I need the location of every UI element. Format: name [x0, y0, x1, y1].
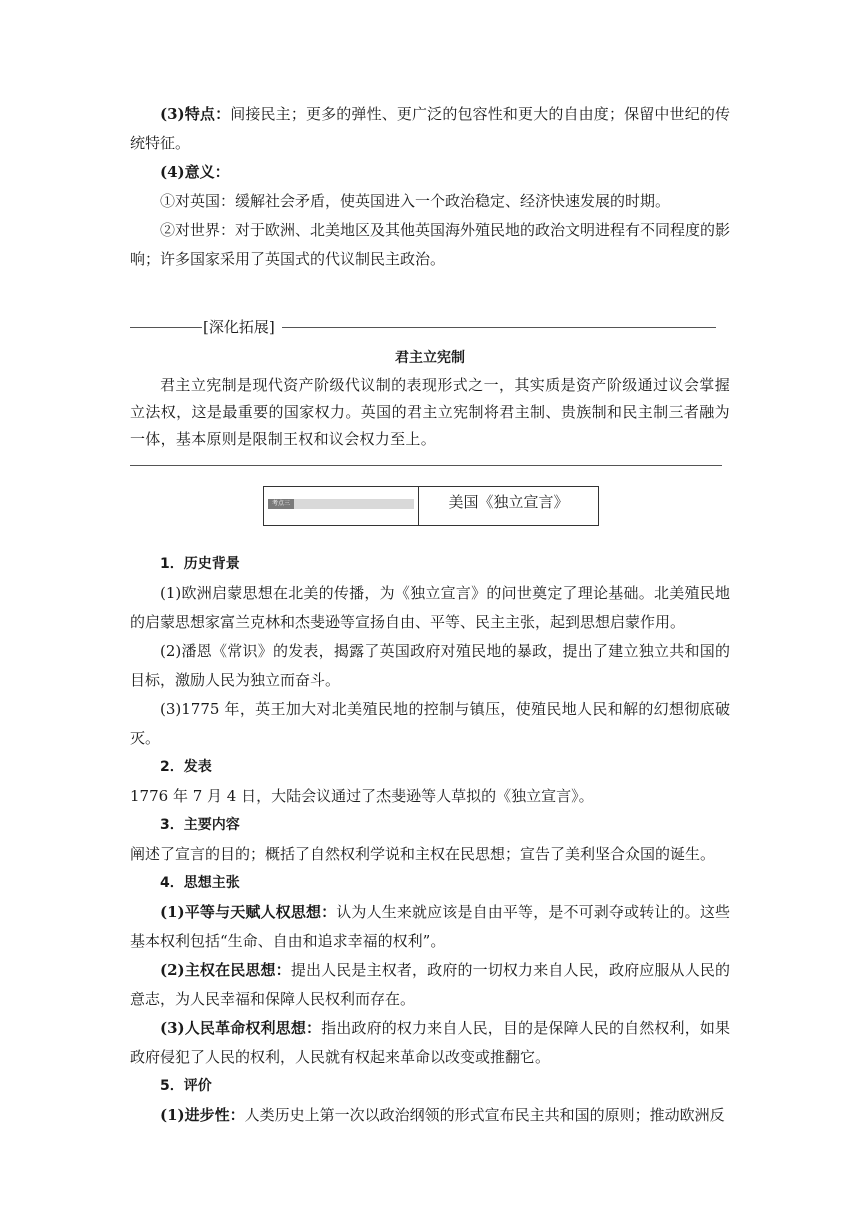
- extension-header: [130, 314, 730, 340]
- topic-tag: 考点三: [268, 499, 294, 509]
- significance-heading: (4)意义：: [160, 163, 230, 181]
- section-1-para-2: (2)潘恩《常识》的发表，揭露了英国政府对殖民地的暴政，提出了建立独立共和国的目标，激励人民为独立而奋斗。: [130, 642, 730, 689]
- extension-rule-right: [282, 327, 716, 328]
- section-1-heading: 1．历史背景: [160, 556, 240, 572]
- feature-label: (3)特点：: [160, 105, 231, 123]
- extension-rule-left: [130, 327, 202, 328]
- extension-rule-bottom: [130, 465, 722, 466]
- topic-banner: [263, 486, 599, 526]
- significance-world: ②对世界：对于欧洲、北美地区及其他英国海外殖民地的政治文明进程有不同程度的影响；许多国家采用了英国式的代议制民主政治。: [130, 221, 731, 268]
- section-4-para-2: (2)主权在民思想：提出人民是主权者，政府的一切权力来自人民，政府应服从人民的意志，为人民幸福和保障人民权利而存在。: [130, 961, 730, 1008]
- section-1-para-3: (3)1775 年，英王加大对北美殖民地的控制与镇压，使殖民地人民和解的幻想彻底破灭。: [130, 700, 730, 747]
- section-2-heading: 2．发表: [160, 759, 212, 775]
- section-5-para-1: (1)进步性：人类历史上第一次以政治纲领的形式宣布民主共和国的原则；推动欧洲反: [160, 1106, 725, 1124]
- section-4-para-1: (1)平等与天赋人权思想：认为人生来就应该是自由平等，是不可剥夺或转让的。这些基本权利包括“生命、自由和追求幸福的权利”。: [130, 903, 730, 950]
- significance-britain: ①对英国：缓解社会矛盾，使英国进入一个政治稳定、经济快速发展的时期。: [160, 192, 671, 210]
- section-3-heading: 3．主要内容: [160, 817, 240, 833]
- extension-title: 君主立宪制: [395, 350, 465, 366]
- document-content: [130, 100, 730, 1130]
- section-3-para-1: 阐述了宣言的目的；概括了自然权利学说和主权在民思想；宣告了美利坚合众国的诞生。: [130, 845, 716, 863]
- section-4-para-3: (3)人民革命权利思想：指出政府的权力来自人民，目的是保障人民的自然权利，如果政府侵犯了人民的权利，人民就有权起来革命以改变或推翻它。: [130, 1019, 730, 1066]
- feature-paragraph: [130, 100, 730, 158]
- section-5-heading: 5．评价: [160, 1078, 212, 1094]
- topic-tag-bar: [268, 499, 414, 509]
- extension-text: 君主立宪制是现代资产阶级代议制的表现形式之一，其实质是资产阶级通过议会掌握立法权，这是最重要的国家权力。英国的君主立宪制将君主制、贵族制和民主制三者融为一体，基本原则是限制王权和议会权力至上。: [130, 376, 730, 448]
- section-4-heading: 4．思想主张: [160, 875, 240, 891]
- section-2-para-1: 1776 年 7 月 4 日，大陆会议通过了杰斐逊等人草拟的《独立宣言》。: [130, 787, 594, 805]
- extension-label: [深化拓展]: [203, 318, 275, 336]
- extension-body: [130, 372, 730, 453]
- feature-text: 间接民主；更多的弹性、更广泛的包容性和更大的自由度；保留中世纪的传统特征。: [130, 105, 730, 152]
- section-1-para-1: (1)欧洲启蒙思想在北美的传播，为《独立宣言》的问世奠定了理论基础。北美殖民地的启蒙思想家富兰克林和杰斐逊等宣扬自由、平等、民主主张，起到思想启蒙作用。: [130, 584, 730, 631]
- topic-title: 美国《独立宣言》: [448, 493, 569, 511]
